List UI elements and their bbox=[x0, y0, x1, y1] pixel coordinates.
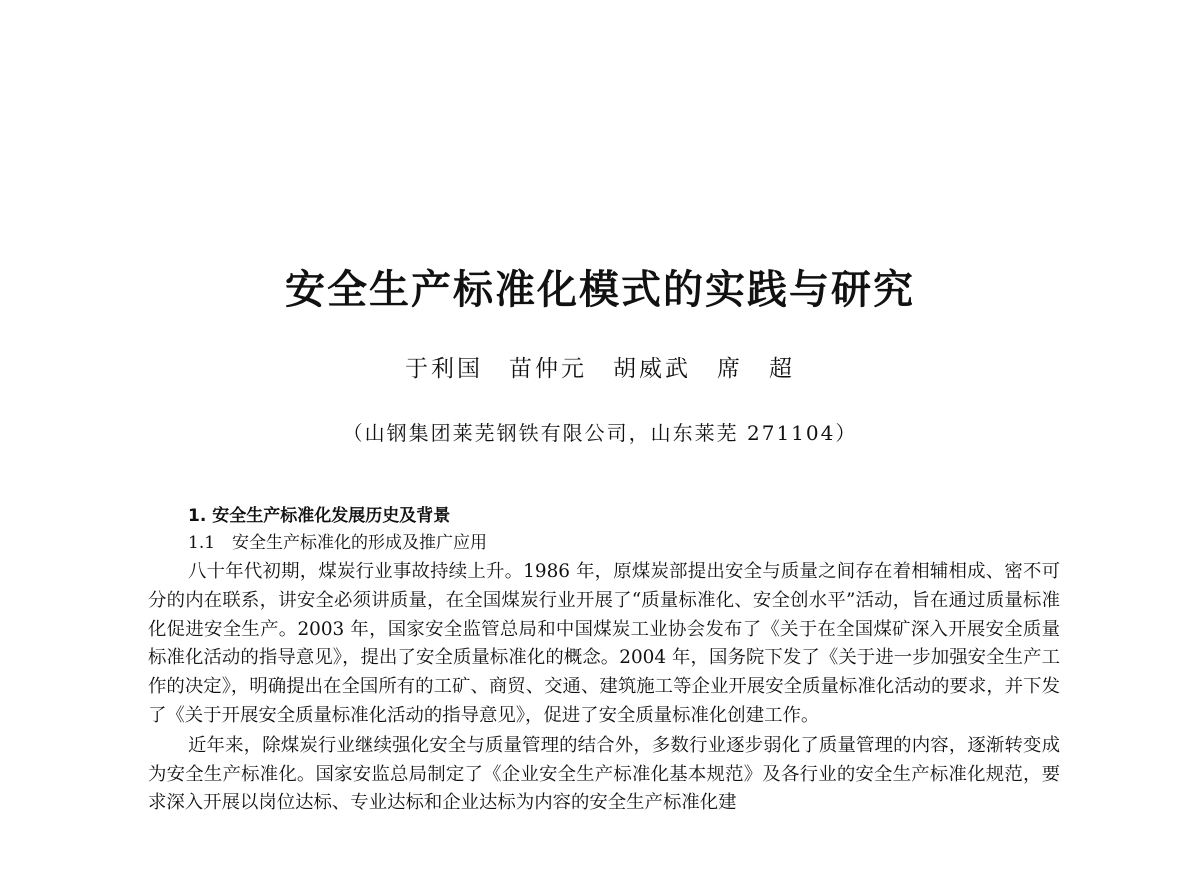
body-paragraph-1: 八十年代初期，煤炭行业事故持续上升。1986 年，原煤炭部提出安全与质量之间存在着相辅相成、密不可分的内在联系，讲安全必须讲质量，在全国煤炭行业开展了“质量标准化、安全创水平”活动，旨在通过质量标准化促进安全生产。2003 年，国家安全监管总局和中国煤炭工业协会发布了《关于在全国煤矿深入开展安全质量标准化活动的指导意见》，提出了安全质量标准化的概念。2004 年，国务院下发了《关于进一步加强安全生产工作的决定》，明确提出在全国所有的工矿、商贸、交通、建筑施工等企业开展安全质量标准化活动的要求，并下发了《关于开展安全质量标准化活动的指导意见》，促进了安全质量标准化创建工作。 bbox=[148, 561, 1060, 726]
paper-body bbox=[148, 503, 1060, 818]
paper-title: 安全生产标准化模式的实践与研究 bbox=[285, 267, 915, 313]
body-paragraph-2: 近年来，除煤炭行业继续强化安全与质量管理的结合外，多数行业逐步弱化了质量管理的内容，逐渐转变成为安全生产标准化。国家安监总局制定了《企业安全生产标准化基本规范》及各行业的安全生产标准化规范，要求深入开展以岗位达标、专业达标和企业达标为内容的安全生产标准化建 bbox=[148, 734, 1060, 814]
author-affiliation: （山钢集团莱芜钢铁有限公司，山东莱芜 271104） bbox=[342, 421, 858, 445]
subsection-heading-1-1: 1.1 安全生产标准化的形成及推广应用 bbox=[188, 533, 488, 553]
author-list: 于利国 苗仲元 胡威武 席 超 bbox=[405, 356, 795, 382]
section-heading-1: 1. 安全生产标准化发展历史及背景 bbox=[188, 506, 451, 526]
